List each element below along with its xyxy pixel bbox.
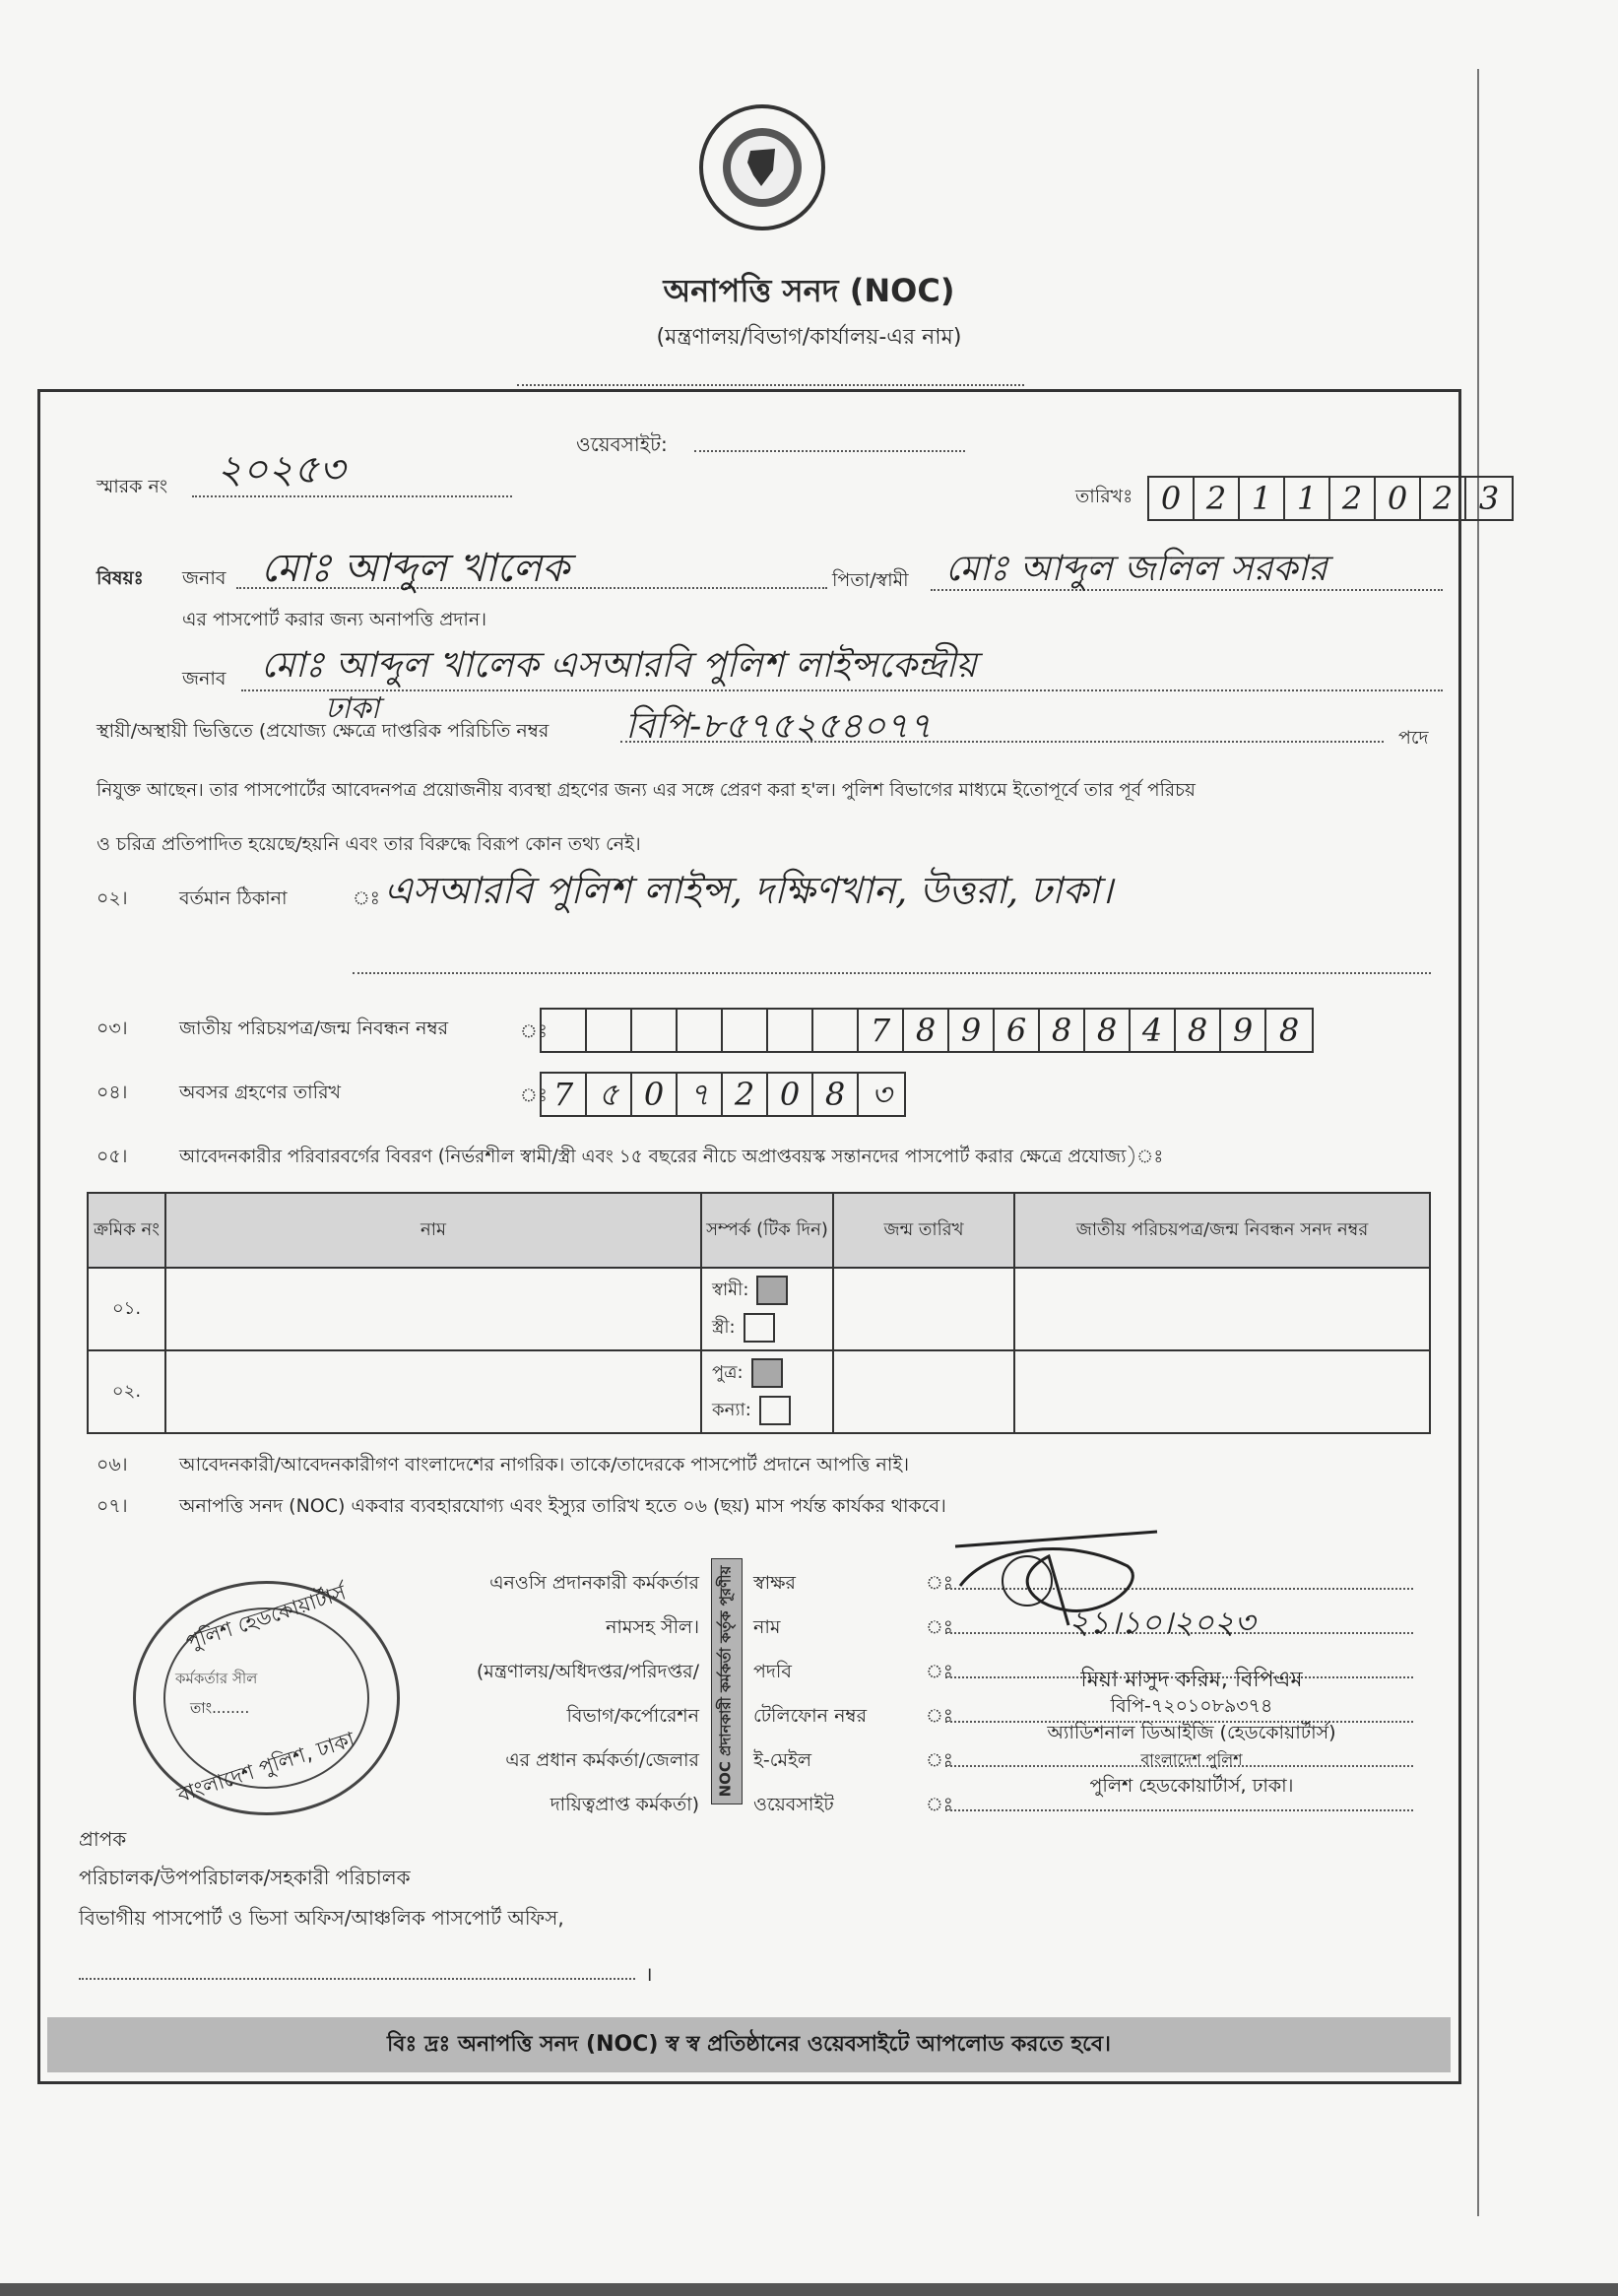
nid-digit-box: 9 (1221, 1010, 1266, 1051)
note-06-num: ০৬। (97, 1454, 128, 1476)
id-suffix: পদে (1398, 727, 1429, 749)
date-boxes (1147, 476, 1514, 521)
issuer-line: (মন্ত্রণালয়/অধিদপ্তর/পরিদপ্তর/ (476, 1661, 699, 1682)
issuer-colons: ঃ ঃ ঃ ঃ ঃ ঃ (926, 1572, 953, 1815)
row-name[interactable] (165, 1268, 701, 1350)
nid-digit-box (632, 1010, 678, 1051)
stamp-line: পুলিশ হেডকোয়ার্টার্স, ঢাকা। (1089, 1775, 1294, 1797)
issuer-line: এনওসি প্রদানকারী কর্মকর্তার (489, 1572, 699, 1594)
field-label: স্বাক্ষর (753, 1572, 796, 1594)
relation-label: কন্যা: (712, 1400, 751, 1420)
row-nid[interactable] (1014, 1268, 1430, 1350)
recipient-label: প্রাপক (79, 1827, 127, 1851)
retirement-digit-box: 0 (768, 1074, 813, 1115)
relation-label: স্বামী: (712, 1279, 749, 1300)
issuer-line: দায়িত্বপ্রাপ্ত কর্মকর্তা) (550, 1794, 699, 1815)
officer-stamp (985, 1667, 1398, 1800)
item-05-label: আবেদনকারীর পরিবারবর্গের বিবরণ (নির্ভরশীল স্বামী/স্ত্রী এবং ১৫ বছরের নীচে অপ্রাপ্তবয়স্ক সন্তানদের পাসপোর্ট করার ক্ষেত্রে প্রযোজ্য)ঃ (179, 1147, 1164, 1167)
body-mr-label: জনাব (182, 668, 227, 689)
stamp-line: মিয়া মাসুদ করিম, বিপিএম (1080, 1668, 1303, 1692)
memo-label: স্মারক নং (97, 476, 168, 497)
item-05-num: ০৫। (97, 1146, 128, 1167)
subject-label: বিষয়ঃ (97, 567, 144, 589)
body-person: মোঃ আব্দুল খালেক এসআরবি পুলিশ লাইন্সকেন্দ্রীয় (261, 645, 977, 686)
nid-digit-box (678, 1010, 723, 1051)
table-row (88, 1350, 1430, 1433)
page-edge-line (1477, 69, 1479, 2216)
issuer-fields (753, 1561, 867, 1827)
relation-label: স্ত্রী: (712, 1317, 736, 1338)
row-nid[interactable] (1014, 1350, 1430, 1433)
web-line (945, 1809, 1413, 1811)
stamp-line: বিপি-৭২০১০৮৯৩৭৪ (1110, 1695, 1273, 1717)
note-07-text: অনাপত্তি সনদ (NOC) একবার ব্যবহারযোগ্য এবং ইস্যুর তারিখ হতে ০৬ (ছয়) মাস পর্যন্ত কার্যকর থাকবে। (179, 1495, 946, 1517)
seal-bottom-text: বাংলাদেশ পুলিশ, ঢাকা (174, 1727, 357, 1807)
recipient-end: । (645, 1962, 653, 1986)
stamp-line: অ্যাডিশনাল ডিআইজি (হেডকোয়ার্টার্স) (1047, 1722, 1336, 1743)
nid-digit-box: 8 (1278, 1012, 1300, 1049)
row-serial: ০১. (88, 1268, 165, 1350)
relation-checkbox[interactable] (744, 1313, 775, 1343)
nid-digit-box: 7 (859, 1010, 904, 1051)
field-label: ওয়েবসাইট (753, 1794, 834, 1815)
item-02-label: বর্তমান ঠিকানা (179, 887, 288, 909)
page-subtitle: (মন্ত্রণালয়/বিভাগ/কার্যালয়-এর নাম) (656, 325, 962, 350)
memo-number: ২০২৫৩ (217, 447, 345, 492)
retirement-digit-box: ৭ (678, 1074, 723, 1115)
footer-note: বিঃ দ্রঃ অনাপত্তি সনদ (NOC) স্ব স্ব প্রতিষ্ঠানের ওয়েবসাইটে আপলোড করতে হবে। (47, 2017, 1451, 2072)
date-digit-box: 0 (1376, 478, 1421, 519)
nid-digit-box (542, 1010, 587, 1051)
retirement-digit-box: 7 (542, 1074, 587, 1115)
item-03-label: জাতীয় পরিচয়পত্র/জন্ম নিবন্ধন নম্বর (179, 1017, 449, 1039)
row-relation (701, 1268, 833, 1350)
issuer-line: বিভাগ/কর্পোরেশন (566, 1705, 699, 1727)
recipient-line-2: বিভাগীয় পাসপোর্ট ও ভিসা অফিস/আঞ্চলিক পাসপোর্ট অফিস, (79, 1906, 564, 1930)
field-label: পদবি (753, 1661, 792, 1682)
item-04-label: অবসর গ্রহণের তারিখ (179, 1082, 342, 1103)
issuer-line: এর প্রধান কর্মকর্তা/জেলার (505, 1749, 699, 1771)
scan-bottom-edge (0, 2283, 1618, 2296)
note-07-num: ০৭। (97, 1495, 128, 1517)
retirement-digit-box: 2 (723, 1074, 768, 1115)
date-label-text: তারিখঃ (1075, 486, 1133, 507)
col-birthdate: জন্ম তারিখ (833, 1193, 1014, 1268)
seal-top-text: পুলিশ হেডকোয়ার্টার্স (182, 1580, 350, 1655)
table-row (88, 1268, 1430, 1350)
date-digit-box: 3 (1478, 480, 1500, 517)
date-digit-box: 2 (1195, 478, 1240, 519)
retirement-digit-box: ৫ (587, 1074, 632, 1115)
subject-mr-label: জনাব (182, 567, 227, 589)
col-nid: জাতীয় পরিচয়পত্র/জন্ম নিবন্ধন সনদ নম্বর (1014, 1193, 1430, 1268)
retirement-digit-box: 8 (813, 1074, 859, 1115)
row-name[interactable] (165, 1350, 701, 1433)
col-serial: ক্রমিক নং (88, 1193, 165, 1268)
nid-digit-box: 8 (904, 1010, 949, 1051)
item-04-colon: ঃ (520, 1084, 548, 1106)
date-digit-box: 1 (1240, 478, 1285, 519)
item-03-colon: ঃ (520, 1020, 548, 1042)
id-prefix: স্থায়ী/অস্থায়ী ভিত্তিতে (প্রযোজ্য ক্ষেত্রে দাপ্তরিক পরিচিতি নম্বর (97, 720, 550, 742)
recipient-line-1: পরিচালক/উপপরিচালক/সহকারী পরিচালক (79, 1866, 411, 1889)
noc-vertical-strip (711, 1558, 743, 1804)
item-03-num: ০৩। (97, 1017, 128, 1039)
item-02-num: ০২। (97, 887, 128, 909)
present-address: এসআরবি পুলিশ লাইন্স, দক্ষিণখান, উত্তরা, ঢাকা। (384, 869, 1114, 912)
row-birthdate[interactable] (833, 1268, 1014, 1350)
nid-digit-box: 8 (1176, 1010, 1221, 1051)
nid-digit-box: 9 (949, 1010, 995, 1051)
col-name: নাম (165, 1193, 701, 1268)
issuer-line: নামসহ সীল। (606, 1616, 699, 1638)
field-label: নাম (753, 1616, 781, 1638)
date-digit-box: 2 (1330, 478, 1376, 519)
family-table (87, 1192, 1431, 1434)
date-digit-box: 0 (1149, 478, 1195, 519)
nid-boxes (540, 1008, 1314, 1053)
father-name: মোঃ আব্দুল জলিল সরকার (945, 549, 1327, 589)
row-relation (701, 1350, 833, 1433)
vertical-strip-text: NOC প্রদানকারী কর্মকর্তা কর্তৃক পূরণীয় (716, 1565, 735, 1798)
nid-digit-box: 8 (1040, 1010, 1085, 1051)
office-name-line (517, 384, 1024, 386)
official-id: বিপি-৮৫৭৫২৫৪০৭৭ (625, 706, 933, 747)
nid-digit-box: 4 (1131, 1010, 1176, 1051)
website-line (694, 450, 965, 452)
retirement-date-boxes (540, 1072, 906, 1117)
seal-date: তাং........ (190, 1699, 250, 1717)
nid-digit-box: 6 (995, 1010, 1040, 1051)
father-label: পিতা/স্বামী (832, 569, 909, 591)
website-label: ওয়েবসাইট: (576, 432, 668, 456)
government-emblem-icon (696, 101, 829, 234)
stamp-line: বাংলাদেশ পুলিশ (1140, 1750, 1243, 1769)
relation-checkbox[interactable] (759, 1396, 791, 1425)
field-label: টেলিফোন নম্বর (753, 1705, 868, 1727)
col-relation: সম্পর্ক (টিক দিন) (701, 1193, 833, 1268)
item-02-colon: ঃ (353, 887, 380, 909)
relation-label: পুত্র: (712, 1362, 744, 1383)
row-birthdate[interactable] (833, 1350, 1014, 1433)
date-digit-box: 2 (1421, 478, 1466, 519)
sign-date: ২১।১০।২০২৩ (1068, 1604, 1256, 1641)
row-serial: ০২. (88, 1350, 165, 1433)
item-04-num: ০৪। (97, 1082, 128, 1103)
retirement-digit-box: 0 (632, 1074, 678, 1115)
nid-digit-box: 8 (1085, 1010, 1131, 1051)
note-06-text: আবেদনকারী/আবেদনকারীগণ বাংলাদেশের নাগরিক। তাকে/তাদেরকে পাসপোর্ট প্রদানে আপত্তি নাই। (179, 1454, 910, 1476)
issuer-description (414, 1561, 699, 1827)
retirement-digit-box: ৩ (871, 1076, 892, 1113)
police-hq-seal (133, 1581, 400, 1815)
nid-digit-box (768, 1010, 813, 1051)
address-line-2 (353, 972, 1431, 974)
seal-mid-text: কর্মকর্তার সীল (175, 1670, 258, 1687)
relation-checkbox[interactable] (756, 1276, 788, 1305)
subject-line-2: এর পাসপোর্ট করার জন্য অনাপত্তি প্রদান। (182, 609, 487, 630)
subject-name: মোঃ আব্দুল খালেক (261, 546, 570, 591)
field-label: ই-মেইল (753, 1749, 812, 1771)
page-title: অনাপত্তি সনদ (NOC) (663, 272, 955, 309)
nid-digit-box (813, 1010, 859, 1051)
date-digit-box: 1 (1285, 478, 1330, 519)
recipient-office-line (79, 1978, 635, 1980)
nid-digit-box (723, 1010, 768, 1051)
body-person-b: ঢাকা (325, 691, 380, 726)
body-para-1: নিযুক্ত আছেন। তার পাসপোর্টের আবেদনপত্র প্রয়োজনীয় ব্যবস্থা গ্রহণের জন্য এর সঙ্গে প্রেরণ করা হ'ল। পুলিশ বিভাগের মাধ্যমে ইতোপূর্বে তার পূর্ব পরিচয় (97, 780, 1196, 801)
nid-digit-box (587, 1010, 632, 1051)
relation-checkbox[interactable] (751, 1358, 783, 1388)
body-para-2: ও চরিত্র প্রতিপাদিত হয়েছে/হয়নি এবং তার বিরুদ্ধে বিরূপ কোন তথ্য নেই। (97, 833, 641, 855)
